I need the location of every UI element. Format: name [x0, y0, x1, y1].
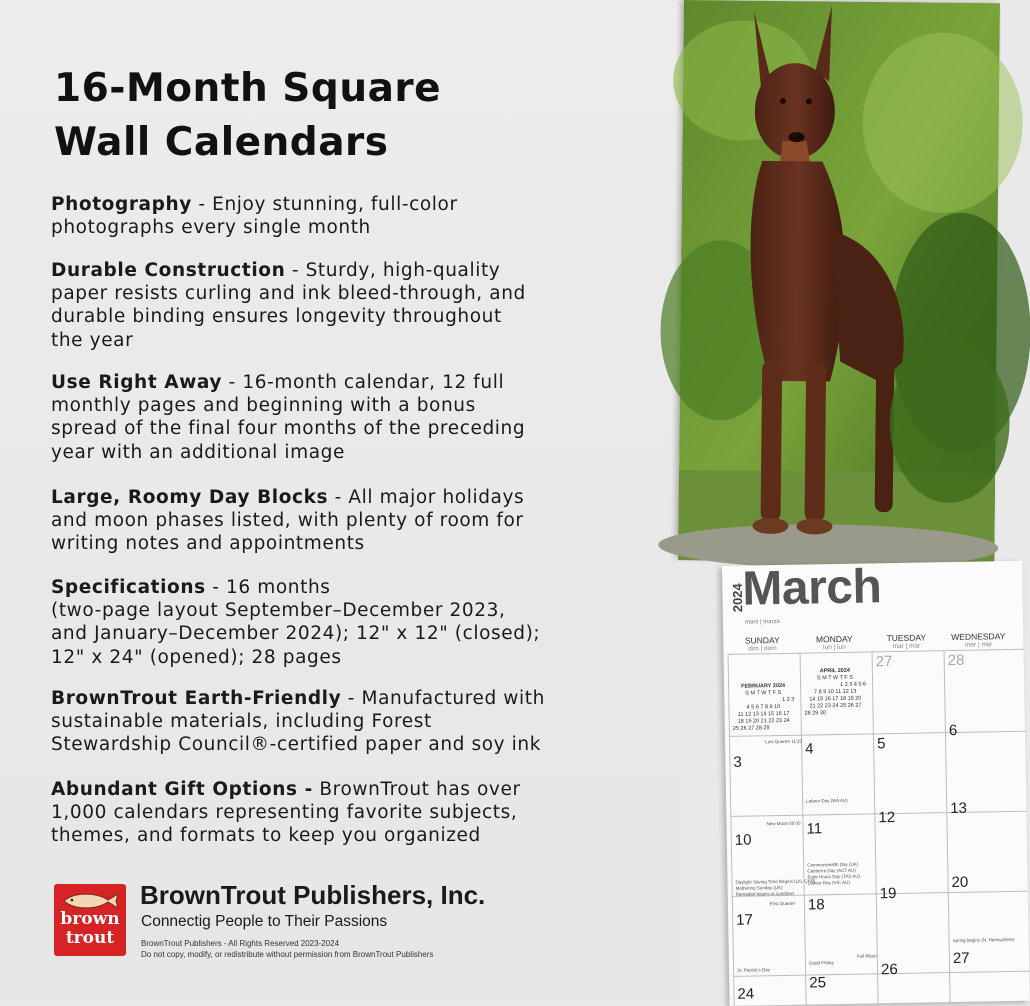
calendar-note: Labour Day (WA AU) — [806, 797, 848, 804]
feature-text: and January–December 2024); 12" x 12" (closed); — [51, 623, 541, 645]
browntrout-logo — [54, 884, 126, 956]
day-header-monday: MONDAY lun | lun — [815, 633, 853, 652]
feature-title: Durable Construction — [51, 260, 286, 281]
day-number: 18 — [807, 896, 825, 914]
feature-title: BrownTrout Earth-Friendly — [51, 688, 342, 709]
calendar-note: Ramadan begins at sundown — [735, 890, 795, 897]
title-line-1: 16-Month Square — [54, 66, 442, 111]
day-number: 13 — [950, 799, 968, 818]
calendar-month-translation: mars | marzo — [744, 618, 780, 626]
calendar-note: St. Patrick's Day — [737, 967, 770, 973]
feature-text: and moon phases listed, with plenty of room for — [51, 510, 524, 532]
publisher-name: BrownTrout Publishers, Inc. — [140, 880, 486, 910]
feature-text: spread of the final four months of the preceding — [51, 418, 526, 440]
feature-text: 1,000 calendars representing favorite subjects, — [51, 802, 518, 824]
mini-calendar-april: APRIL 2024 S M T W T F S 1 2 3 4 5 6 7 8 9 10 11 12 13 14 15 16 17 18 19 20 21 22 23 24 25 26 27 28 29 30 — [804, 667, 867, 717]
logo-text-trout: trout — [65, 928, 115, 948]
mini-calendar-february: FEBRUARY 2024 S M T W T F S 1 2 3 4 5 6 7 8 9 10 11 12 13 14 15 16 17 18 19 20 21 22 23 24 25 26 27 28 29 — [732, 682, 795, 732]
calendar-note: Commonwealth Day (UK) — [807, 861, 859, 868]
calendar-note: New Moon 05:00 — [766, 820, 801, 827]
title-line-2: Wall Calendars — [54, 120, 389, 165]
grid-line — [872, 651, 879, 1003]
feature-text: 12" x 24" (opened); 28 pages — [51, 646, 342, 668]
day-number: 5 — [876, 735, 886, 753]
feature-text: 16-month calendar, 12 full — [242, 372, 505, 393]
feature-text: Manufactured with — [361, 688, 545, 709]
day-number: 20 — [951, 873, 969, 892]
day-number: 3 — [733, 753, 742, 771]
calendar-note: Good Friday — [808, 960, 834, 966]
day-header-tuesday: TUESDAY mar | mar — [886, 632, 927, 651]
calendar-note: Last Quarter 11:23 — [765, 738, 803, 745]
feature-text: monthly pages and beginning with a bonus — [51, 395, 476, 417]
feature-specifications: Specifications - 16 months (two-page layout September–December 2023, and January–December 2024); 12" x 12" (closed); 12" x 24" (opened); 28 pages — [51, 577, 541, 668]
calendar-month: March — [741, 560, 882, 616]
calendar-note: Labour Day (VIC AU) — [807, 879, 850, 886]
feature-text: All major holidays — [348, 487, 525, 508]
day-number: 4 — [805, 740, 814, 758]
calendar-note: Mothering Sunday (UK) — [735, 884, 783, 891]
calendar-note: Eight Hours Day (TAS AU) — [807, 873, 861, 880]
feature-gift-options — [51, 778, 651, 848]
feature-text: Sturdy, high-quality — [305, 260, 501, 281]
day-number: 25 — [809, 974, 827, 992]
day-number: 28 — [947, 651, 965, 670]
day-number: 24 — [737, 985, 755, 1003]
day-number: 19 — [879, 885, 897, 903]
feature-title: Specifications — [51, 577, 206, 598]
feature-text: (two-page layout September–December 2023, — [51, 600, 506, 622]
feature-title: Large, Roomy Day Blocks — [51, 487, 329, 508]
logo-text-brown: brown — [60, 909, 120, 929]
calendar-page — [722, 561, 1030, 1006]
day-number: 27 — [952, 949, 970, 968]
feature-text: writing notes and appointments — [51, 533, 365, 555]
feature-text: 16 months — [226, 577, 331, 598]
feature-day-blocks: Large, Roomy Day Blocks - All major holidays and moon phases listed, with plenty of room for writing notes and appointments — [51, 487, 525, 555]
page-title — [54, 62, 441, 170]
calendar-year: 2024 — [729, 583, 746, 613]
feature-durable-construction: Durable Construction - Sturdy, high-quality paper resists curling and ink bleed-through, and durable binding ensures longevity throughout the year — [51, 260, 526, 351]
day-header-wednesday: WEDNESDAY mer | mié — [951, 631, 1006, 649]
day-number: 11 — [806, 820, 823, 838]
day-number: 26 — [880, 960, 898, 979]
feature-text: sustainable materials, including Forest — [51, 711, 432, 733]
calendar-note: Canberra Day (ACT AU) — [807, 867, 856, 874]
feature-use-right-away: Use Right Away - 16-month calendar, 12 full monthly pages and beginning with a bonus spread of the final four months of the preceding year with an additional image — [51, 372, 526, 463]
feature-title: Use Right Away — [51, 372, 223, 393]
copyright-notice: Do not copy, modify, or redistribute without permission from BrownTrout Publishers — [141, 950, 434, 959]
day-header-sunday: SUNDAY dim | dom — [744, 635, 780, 653]
calendar-note: Full Moon — [856, 953, 877, 959]
feature-earth-friendly: BrownTrout Earth-Friendly - Manufactured with sustainable materials, including Forest Stewardship Council®-certified paper and soy ink — [51, 688, 545, 756]
calendar-note: Spring begins (N. Hemisphere) — [952, 936, 1015, 944]
feature-text: photographs every single month — [51, 217, 371, 239]
day-number: 10 — [734, 831, 752, 849]
grid-line — [944, 650, 951, 1002]
feature-text: durable binding ensures longevity throughout — [51, 306, 502, 328]
calendar-note: Daylight Saving Time Begins (US, CAN) — [735, 878, 816, 885]
feature-text: themes, and formats to keep you organized — [51, 825, 481, 847]
feature-photography: Photography - Enjoy stunning, full-color photographs every single month — [51, 194, 458, 239]
copyright-line: BrownTrout Publishers - All Rights Reserved 2023-2024 — [141, 939, 340, 948]
feature-text: BrownTrout has over — [319, 779, 521, 800]
feature-text: paper resists curling and ink bleed-through, and — [51, 283, 526, 305]
doberman-image — [678, 0, 1000, 563]
feature-text: the year — [51, 329, 134, 351]
calendar-note: First Quarter — [769, 900, 796, 907]
feature-text: year with an additional image — [51, 441, 346, 463]
feature-title: Photography — [51, 194, 192, 215]
day-number: 17 — [736, 911, 754, 929]
feature-text: Stewardship Council®-certified paper and soy ink — [51, 734, 542, 756]
feature-text: Enjoy stunning, full-color — [212, 194, 458, 215]
day-number: 12 — [878, 809, 896, 827]
dog-photo — [678, 0, 1000, 561]
publisher-tagline: Connectig People to Their Passions — [141, 913, 388, 930]
day-number: 6 — [948, 721, 958, 740]
feature-title: Abundant Gift Options - — [51, 779, 313, 800]
day-number: 27 — [875, 653, 893, 671]
